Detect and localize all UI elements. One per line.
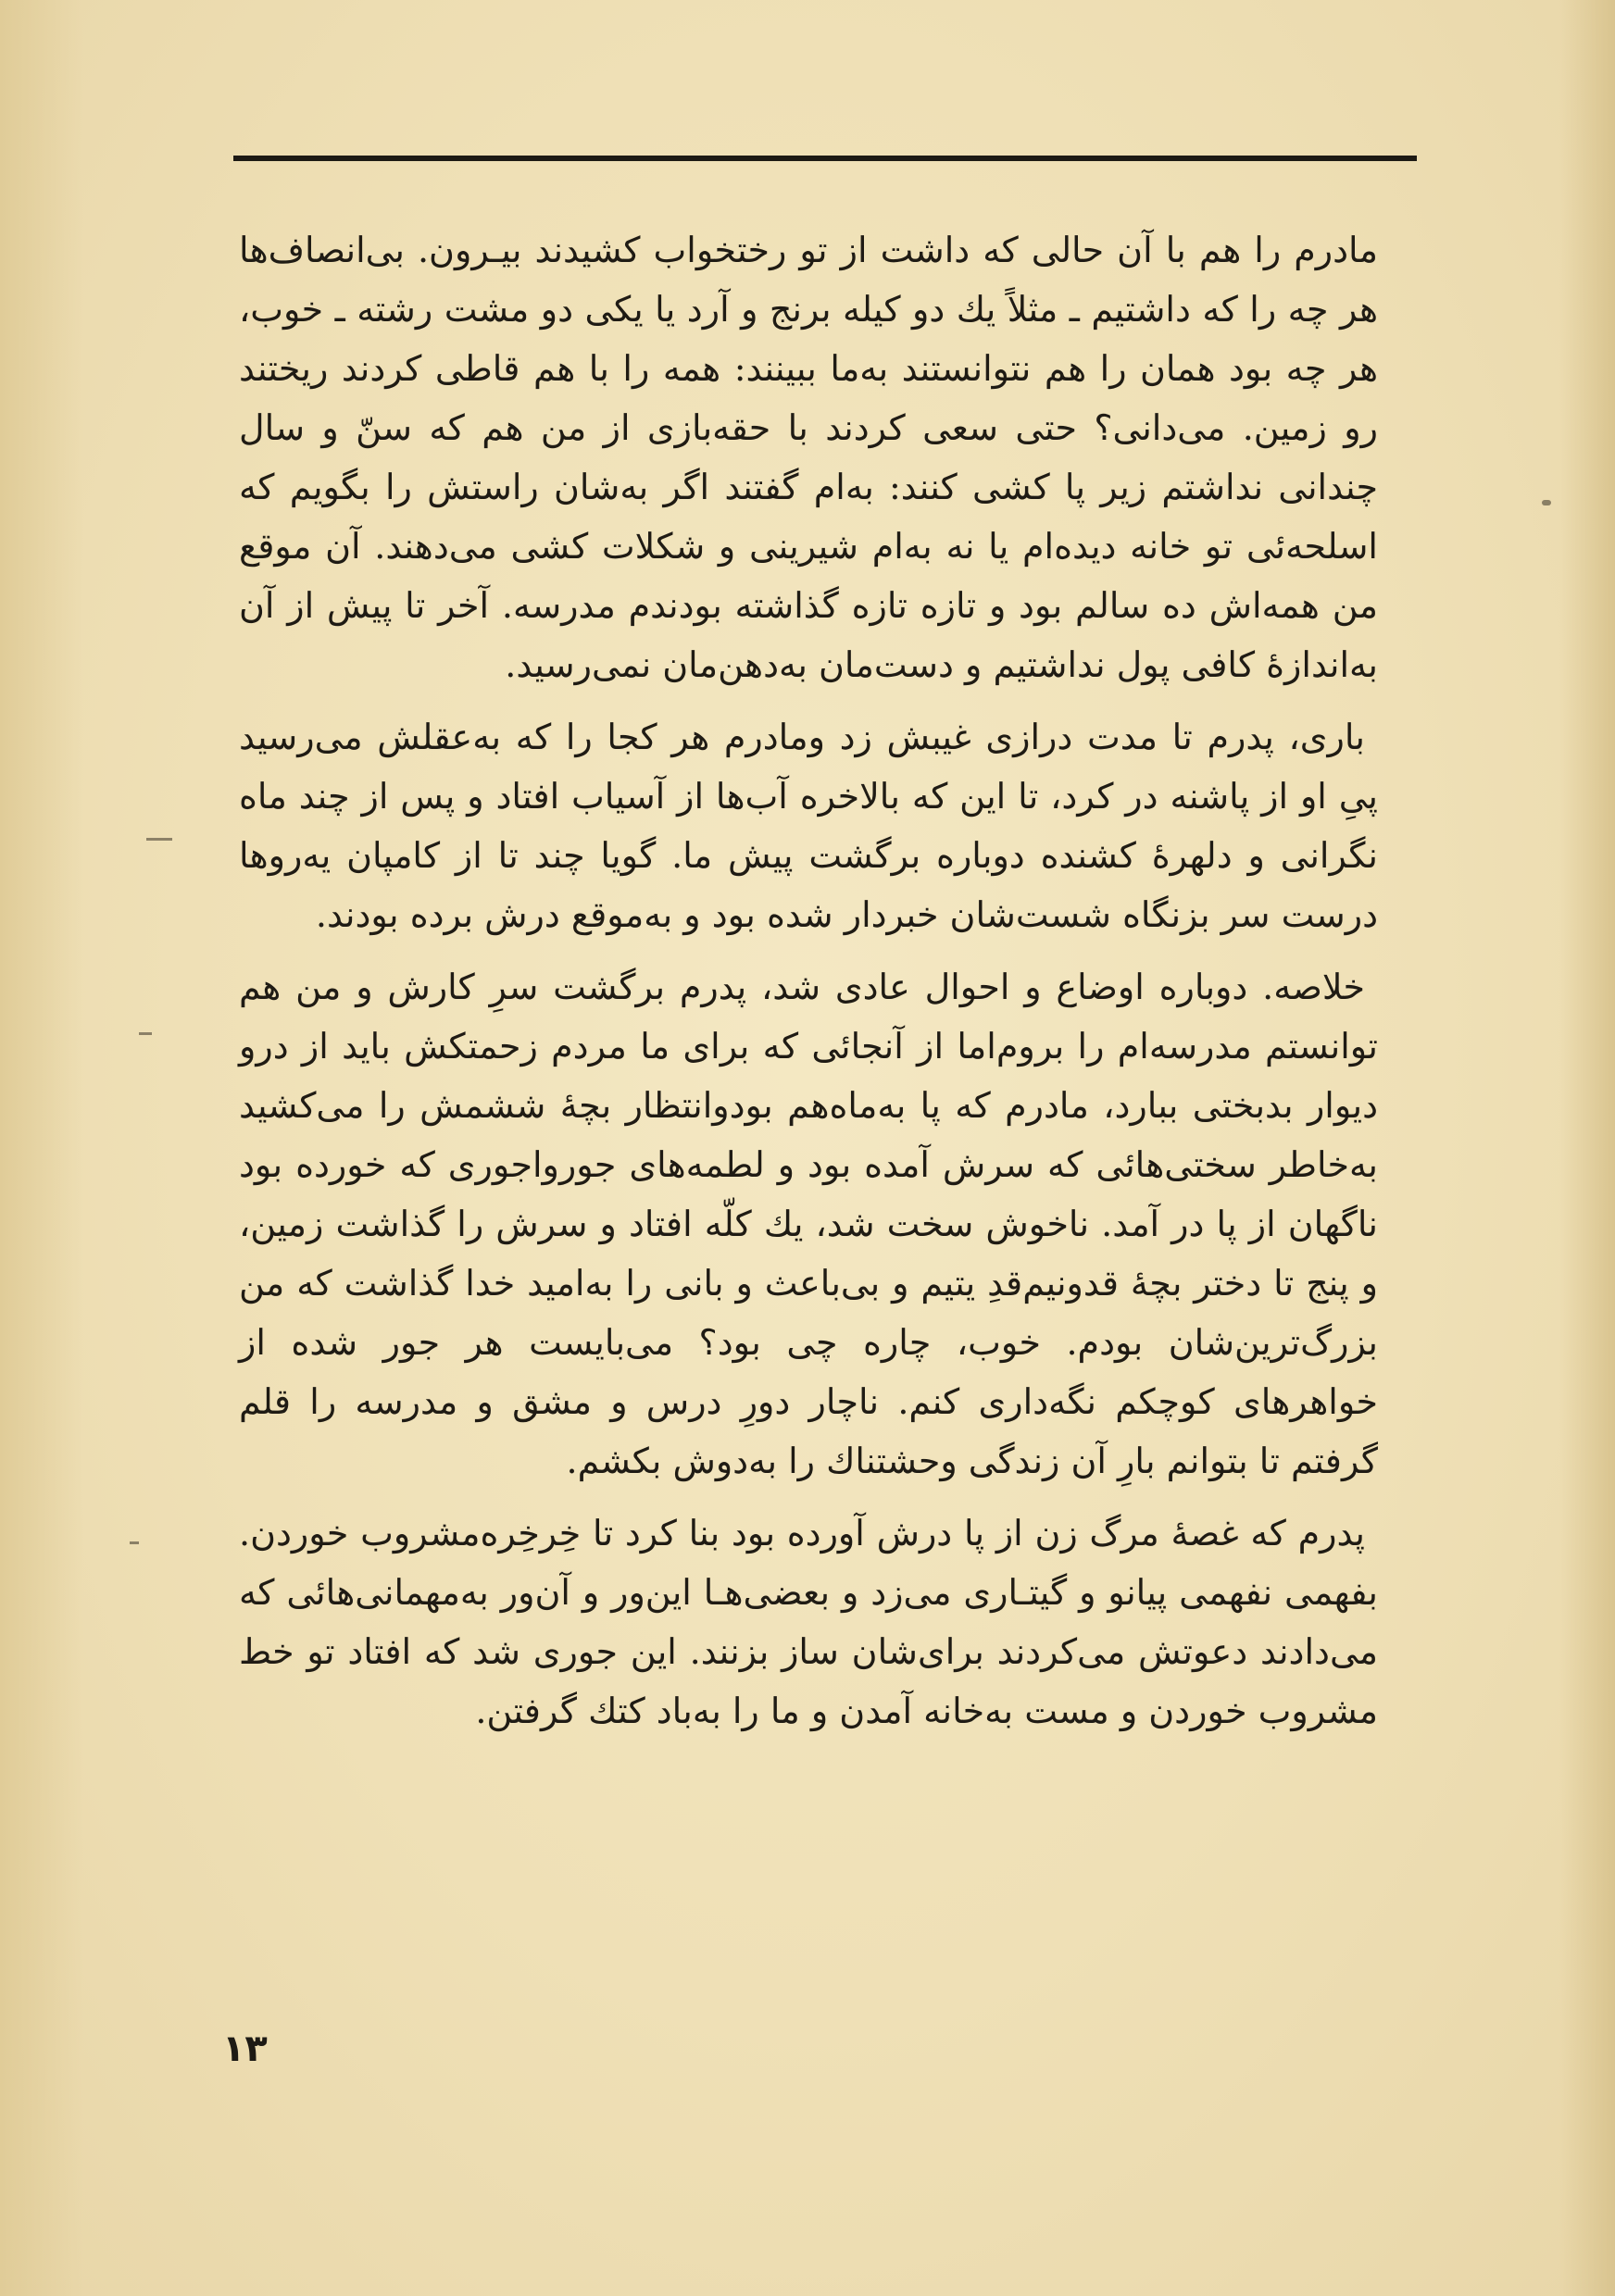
paragraph-3: خلاصه. دوباره اوضاع و احوال عادی شد، پدرم برگشت سرِ کارش و من هم توانستم مدرسه‌ام را بروم‌اما از آنجائی که برای ما مردم زحمتکش باید از درو دیوار بدبختی ببارد، مادرم که پا به‌ماه‌هم بودو‌انتظار بچهٔ ششمش را می‌کشید به‌خاطر سختی‌هائی که سرش آمده بود و لطمه‌های جورواجوری که خورده بود ناگهان از پا در آمد. ناخوش سخت شد، یك کلّه افتاد و سرش را گذاشت زمین، و پنج تا دختر بچهٔ قدونیم‌قدِ یتیم و بی‌باعث و بانی را به‌امید خدا گذاشت که من بزرگ‌ترین‌شان بودم. خوب، چاره چی بود؟ می‌بایست هر جور شده از خواهرهای کوچکم نگه‌داری کنم. ناچار دورِ درس و مشق و مدرسه را قلم گرفتم تا بتوانم بارِ آن زندگی وحشتناك را به‌دوش بکشم.: [239, 967, 1378, 1481]
margin-speck: [139, 1032, 152, 1035]
body-text: [239, 220, 1378, 1753]
paragraph-2: باری، پدرم تا مدت درازی غیبش زد ومادرم هر کجا را که به‌عقلش می‌رسید پیِ او از پاشنه در کرد، تا این که بالاخره آب‌ها از آسیاب افتاد و پس از چند ماه نگرانی و دلهرهٔ کشنده دوباره برگشت پیش ما. گویا چند تا از کامپان یه‌روها درست سر بزنگاه شست‌شان خبردار شده بود و به‌موقع درش برده بودند.: [239, 717, 1378, 935]
paragraph-1: مادرم را هم با آن حالی که داشت از تو رختخواب کشیدند بیـرون. بی‌انصاف‌ها هر چه را که داشتیم ـ مثلاً یك دو کیله برنج و آرد یا یکی دو مشت رشته ـ خوب، هر چه بود همان را هم نتوانستند به‌ما ببینند: همه را با هم قاطی کردند ریختند رو زمین. می‌دانی؟ حتی سعی کردند با حقه‌بازی از من هم که سنّ و سال چندانی نداشتم زیر پا کشی کنند: به‌ام گفتند اگر به‌شان راستش را بگویم که اسلحه‌ئی تو خانه دیده‌ام یا نه به‌ام شیرینی و شکلات کشی می‌دهند. آن موقع من همه‌اش ده سالم بود و تازه تازه گذاشته بودندم مدرسه. آخر تا پیش از آن به‌اندازهٔ کافی پول نداشتیم و دست‌مان به‌دهن‌مان نمی‌رسید.: [239, 230, 1378, 685]
paragraph-4: پدرم که غصهٔ مرگ زن از پا درش آورده بود بنا کرد تا خِرخِره‌مشروب خوردن. بفهمی نفهمی پیانو و گیتـاری می‌زد و بعضی‌هـا این‌ور و آن‌ور به‌مهمانی‌هائی که می‌دادند دعوتش می‌کردند برای‌شان ساز بزنند. این جوری شد که افتاد تو خط مشروب خوردن و مست به‌خانه آمدن و ما را به‌باد کتك گرفتن.: [239, 1513, 1378, 1731]
margin-speck: [146, 838, 172, 841]
margin-speck: [130, 1541, 139, 1544]
margin-speck: [1542, 500, 1551, 505]
page-shadow-left: [0, 0, 83, 2296]
page-number: ۱۳: [222, 2028, 268, 2070]
header-rule: [233, 156, 1417, 161]
page-shadow-right: [1559, 0, 1615, 2296]
